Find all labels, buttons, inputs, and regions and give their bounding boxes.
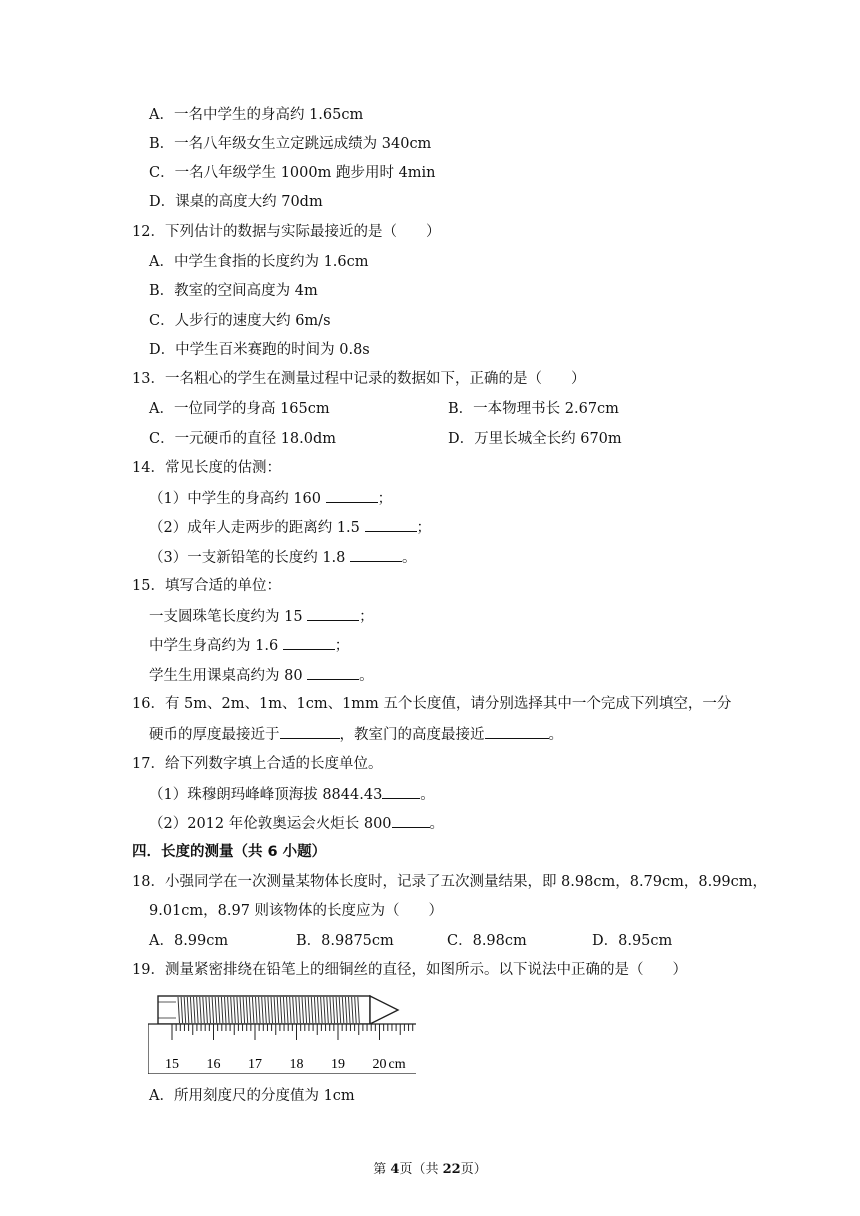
q13-option-b: B．一本物理书长 2.67cm: [448, 401, 619, 417]
section-heading: 四．长度的测量（共 6 小题）: [132, 844, 327, 860]
q15-item-1: [149, 606, 374, 627]
q17-item-1: [149, 784, 435, 805]
q13-option-c: C．一元硬币的直径 18.0dm: [149, 431, 337, 447]
answer-blank[interactable]: [365, 517, 417, 532]
q14-stem: 14．常见长度的估测：: [132, 460, 281, 476]
q12-option-a: A．中学生食指的长度约为 1.6cm: [149, 254, 369, 270]
q14-item-1-text: （1）中学生的身高约 160: [149, 491, 326, 507]
q19-option-a: A．所用刻度尺的分度值为 1cm: [149, 1088, 355, 1104]
q18-option-d: D．8.95cm: [592, 933, 673, 949]
q17-item-1-text: （1）珠穆朗玛峰峰顶海拔 8844.43: [149, 787, 383, 803]
q15-item-3: [149, 665, 374, 686]
q14-item-2: [149, 517, 431, 538]
q14-item-3-end: 。: [402, 550, 417, 566]
q12-option-d: D．中学生百米赛跑的时间为 0.8s: [149, 342, 370, 358]
q17-item-2-text: （2）2012 年伦敦奥运会火炬长 800: [149, 816, 392, 832]
footer-page-number: 4: [390, 1162, 400, 1177]
ruler-unit-label: cm: [388, 1057, 406, 1072]
pencil-ruler-figure: [148, 988, 420, 1074]
q15-item-3-end: 。: [359, 668, 374, 684]
q17-item-2-end: 。: [429, 816, 445, 832]
q17-item-2: [149, 813, 444, 834]
q16-text-b: ，教室门的高度最接近: [339, 727, 485, 743]
q18-option-c: C．8.98cm: [447, 933, 527, 949]
q15-item-2-text: 中学生身高约为 1.6: [149, 638, 283, 654]
q15-item-1-end: ；: [359, 609, 374, 625]
q14-item-1-end: ；: [377, 491, 393, 507]
q18-line-1: 18．小强同学在一次测量某物体长度时，记录了五次测量结果，即 8.98cm，8.79cm，8.99cm，: [132, 874, 768, 890]
ruler-tick-label: 19: [331, 1057, 345, 1072]
q11-option-c: C．一名八年级学生 1000m 跑步用时 4min: [149, 165, 436, 181]
answer-blank[interactable]: [382, 784, 420, 799]
q14-item-2-end: ；: [416, 520, 432, 536]
q14-item-3-text: （3）一支新铅笔的长度约 1.8: [149, 550, 351, 566]
ruler-tick-label: 15: [165, 1057, 179, 1072]
q13-option-d: D．万里长城全长约 670m: [448, 431, 622, 447]
q12-stem: 12．下列估计的数据与实际最接近的是（ ）: [132, 224, 441, 240]
answer-blank[interactable]: [350, 547, 402, 562]
q18-option-b: B．8.9875cm: [296, 933, 394, 949]
ruler: [148, 1024, 416, 1074]
footer-total-pages: 22: [442, 1162, 461, 1177]
q19-stem: 19．测量紧密排绕在铅笔上的细铜丝的直径，如图所示。以下说法中正确的是（ ）: [132, 962, 687, 978]
q18-line-2: 9.01cm，8.97 则该物体的长度应为（ ）: [149, 903, 444, 919]
ruler-tick-label: 18: [289, 1057, 304, 1072]
page-footer: [0, 1160, 860, 1180]
answer-blank[interactable]: [485, 724, 549, 739]
footer-post: 页）: [460, 1162, 487, 1177]
q11-option-b: B．一名八年级女生立定跳远成绩为 340cm: [149, 136, 432, 152]
answer-blank[interactable]: [326, 488, 378, 503]
answer-blank[interactable]: [280, 724, 340, 739]
q15-item-1-text: 一支圆珠笔长度约为 15: [149, 609, 308, 625]
answer-blank[interactable]: [392, 813, 430, 828]
q17-stem: 17．给下列数字填上合适的长度单位。: [132, 756, 383, 772]
pencil: [158, 996, 398, 1024]
answer-blank[interactable]: [307, 665, 359, 680]
q16-line-1: 16．有 5m、2m、1m、1cm、1mm 五个长度值，请分别选择其中一个完成下列填空，一分: [132, 696, 732, 712]
q14-item-3: [149, 547, 417, 568]
q14-item-2-text: （2）成年人走两步的距离约 1.5: [149, 520, 365, 536]
q13-stem: 13．一名粗心的学生在测量过程中记录的数据如下，正确的是（ ）: [132, 371, 586, 387]
q11-option-d: D．课桌的高度大约 70dm: [149, 194, 323, 210]
answer-blank[interactable]: [307, 606, 359, 621]
q15-item-3-text: 学生生用课桌高约为 80: [149, 668, 308, 684]
q11-option-a: A．一名中学生的身高约 1.65cm: [149, 107, 364, 123]
answer-blank[interactable]: [283, 635, 335, 650]
ruler-tick-label: 16: [206, 1057, 221, 1072]
q15-stem: 15．填写合适的单位：: [132, 578, 281, 594]
q17-item-1-end: 。: [420, 787, 435, 803]
q14-item-1: [149, 488, 392, 509]
footer-mid: 页（共: [399, 1162, 443, 1177]
q16-line-2: [149, 724, 563, 745]
q15-item-2: [149, 635, 349, 656]
q16-text-c: 。: [548, 727, 563, 743]
q16-text-a: 硬币的厚度最接近于: [149, 727, 280, 743]
q13-option-a: A．一位同学的身高 165cm: [149, 401, 330, 417]
footer-pre: 第: [373, 1162, 391, 1177]
q12-option-b: B．教室的空间高度为 4m: [149, 283, 318, 299]
q15-item-2-end: ；: [334, 638, 350, 654]
q12-option-c: C．人步行的速度大约 6m/s: [149, 313, 331, 329]
ruler-tick-label: 20: [372, 1057, 387, 1072]
ruler-tick-label: 17: [248, 1057, 262, 1072]
q18-option-a: A．8.99cm: [149, 933, 229, 949]
